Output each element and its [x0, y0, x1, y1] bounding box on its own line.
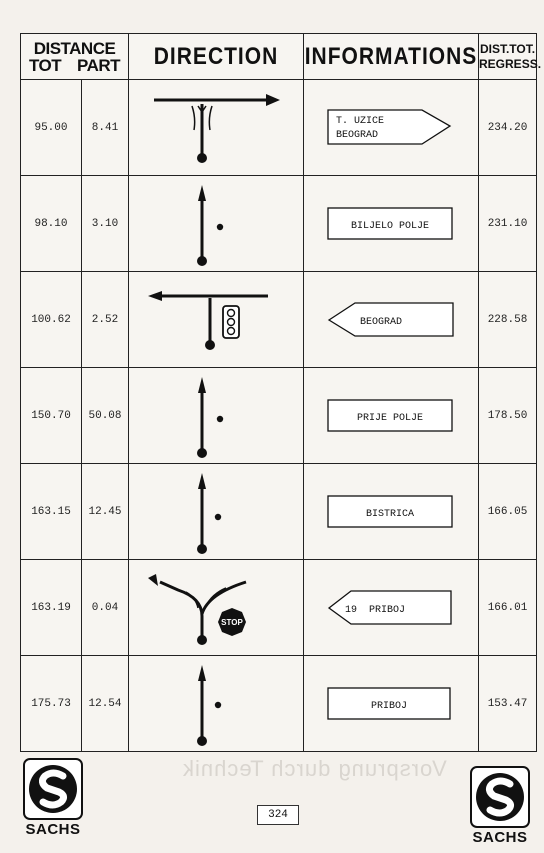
sign-line-1: T. UZICE	[336, 115, 385, 127]
arrow-sign-left	[325, 301, 457, 339]
part-cell: 8.41	[82, 80, 129, 176]
table-row	[21, 368, 537, 464]
tot-cell: 150.70	[21, 368, 82, 464]
sign-text: PRIJE POLJE	[357, 412, 424, 424]
part-cell: 3.10	[82, 176, 129, 272]
roadbook-table	[20, 33, 542, 752]
regress-header-label: REGRESS.	[479, 56, 542, 71]
table-row	[21, 272, 537, 368]
sachs-logo-text: SACHS	[25, 821, 81, 838]
page-number: 324	[257, 805, 299, 825]
tot-cell: 98.10	[21, 176, 82, 272]
regress-cell: 178.50	[479, 368, 537, 464]
tot-header: TOT	[28, 55, 62, 75]
straight-ahead-diagram	[146, 181, 286, 267]
informations-header	[304, 34, 479, 80]
table-row	[21, 464, 537, 560]
info-cell	[304, 368, 479, 464]
fork-left-with-stop-diagram	[146, 568, 286, 648]
informations-header-label: INFORMATIONS	[304, 42, 478, 70]
tot-cell: 163.15	[21, 464, 82, 560]
sachs-logo-text: SACHS	[472, 829, 528, 846]
direction-cell	[129, 368, 304, 464]
regress-cell: 153.47	[479, 656, 537, 752]
table-row	[21, 176, 537, 272]
header-row	[21, 34, 537, 80]
sachs-logo-right	[470, 766, 530, 846]
t-junction-right-diagram	[146, 88, 286, 168]
t-junction-left-with-traffic-light-diagram	[146, 285, 286, 355]
sign-text: BILJELO POLJE	[351, 220, 430, 232]
regress-cell: 228.58	[479, 272, 537, 368]
regress-cell: 231.10	[479, 176, 537, 272]
sachs-logo-left	[23, 758, 83, 838]
sachs-emblem-icon	[470, 766, 530, 828]
table-row	[21, 80, 537, 176]
dist-tot-header: DIST.TOT.	[479, 41, 536, 56]
part-header: PART	[77, 55, 121, 75]
direction-cell	[129, 176, 304, 272]
table-row	[21, 656, 537, 752]
tot-cell: 100.62	[21, 272, 82, 368]
sign-line-2: BEOGRAD	[336, 129, 379, 141]
direction-cell	[129, 80, 304, 176]
sign-text: BEOGRAD	[360, 316, 403, 328]
rectangular-sign	[326, 686, 456, 722]
direction-header-label: DIRECTION	[153, 42, 279, 70]
direction-cell	[129, 272, 304, 368]
straight-ahead-diagram	[146, 469, 286, 555]
rectangular-sign	[326, 494, 456, 530]
sign-text: BISTRICA	[366, 508, 415, 520]
regress-cell: 166.05	[479, 464, 537, 560]
part-cell: 2.52	[82, 272, 129, 368]
info-cell	[304, 176, 479, 272]
part-cell: 50.08	[82, 368, 129, 464]
show-through-text: Vorsprung durch Technik	[182, 756, 447, 781]
part-cell: 12.45	[82, 464, 129, 560]
rectangular-sign	[326, 206, 456, 242]
table-row	[21, 560, 537, 656]
arrow-sign-right	[326, 108, 456, 148]
distance-header	[21, 34, 129, 80]
direction-cell	[129, 464, 304, 560]
stop-sign-label: STOP	[221, 617, 243, 627]
info-cell	[304, 272, 479, 368]
tot-cell: 175.73	[21, 656, 82, 752]
part-cell: 0.04	[82, 560, 129, 656]
arrow-sign-left	[325, 589, 457, 627]
direction-header	[129, 34, 304, 80]
sign-text: PRIBOJ	[371, 700, 408, 712]
rectangular-sign	[326, 398, 456, 434]
sign-text: 19 PRIBOJ	[345, 604, 406, 616]
info-cell	[304, 464, 479, 560]
tot-cell: 163.19	[21, 560, 82, 656]
straight-ahead-diagram	[146, 373, 286, 459]
regress-header	[479, 34, 542, 80]
sachs-emblem-icon	[23, 758, 83, 820]
straight-ahead-diagram	[146, 661, 286, 747]
regress-cell: 166.01	[479, 560, 537, 656]
info-cell	[304, 560, 479, 656]
direction-cell	[129, 656, 304, 752]
info-cell	[304, 80, 479, 176]
part-cell: 12.54	[82, 656, 129, 752]
distance-header-title: DISTANCE	[33, 38, 116, 58]
info-cell	[304, 656, 479, 752]
regress-cell: 234.20	[479, 80, 537, 176]
direction-cell	[129, 560, 304, 656]
tot-cell: 95.00	[21, 80, 82, 176]
